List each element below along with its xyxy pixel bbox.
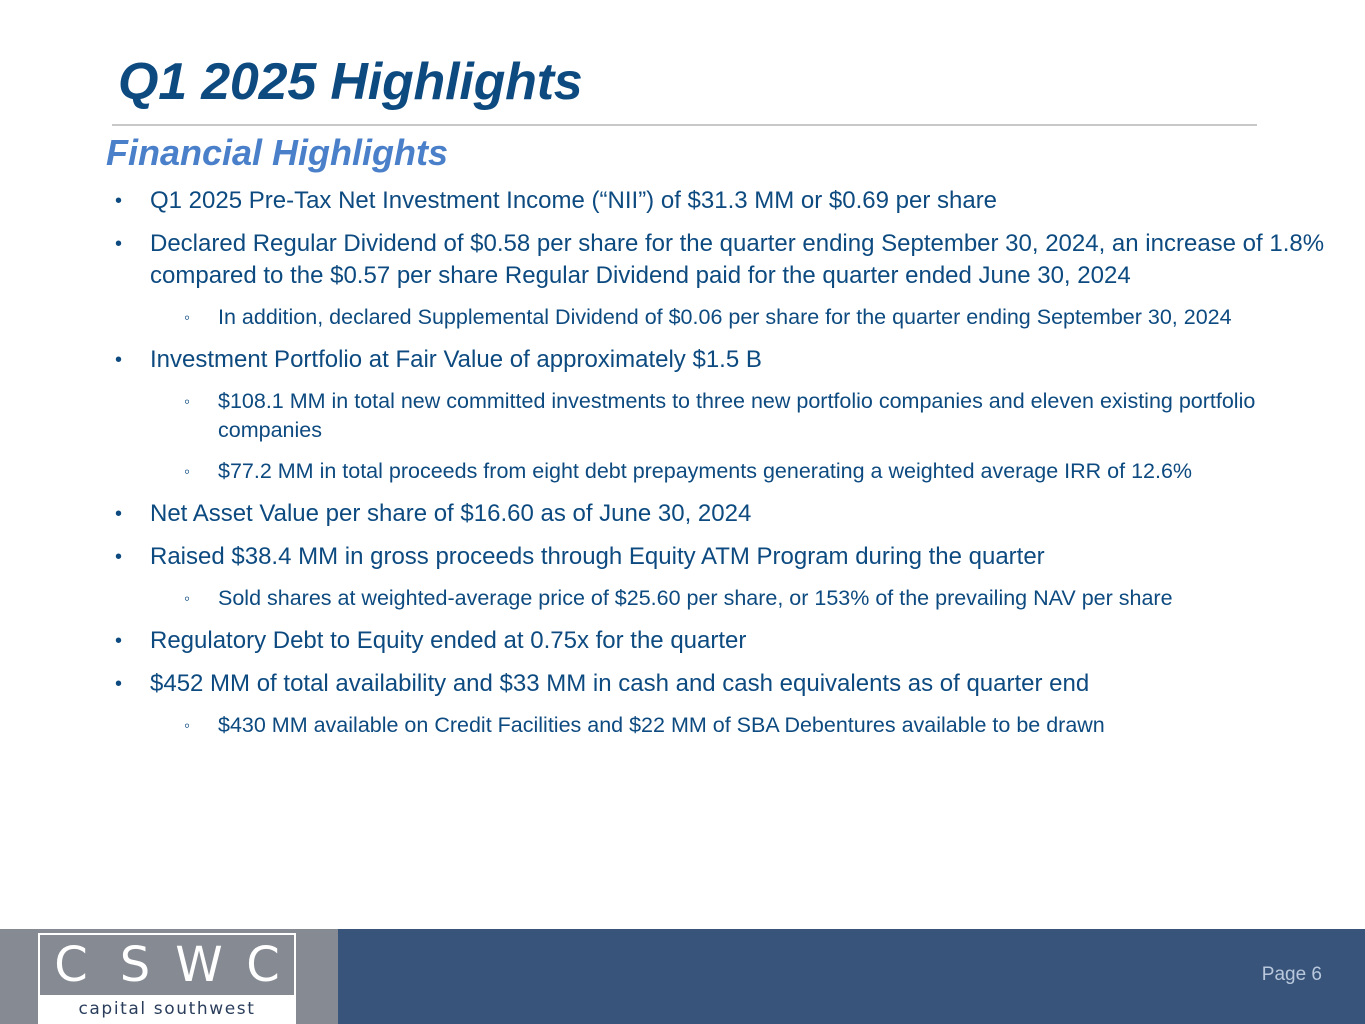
- bullet-marker: •: [115, 546, 123, 568]
- bullet-marker: •: [115, 673, 123, 695]
- bullet-marker: •: [115, 630, 123, 652]
- bullet-item: [112, 498, 1327, 530]
- bullet-item: [112, 344, 1327, 376]
- bullet-text: Declared Regular Dividend of $0.58 per share for the quarter ending September 30, 2024, an increase of 1.8% compared to the $0.57 per share Regular Dividend paid for the quarter ended June 30, 2024: [150, 230, 1325, 289]
- sub-bullet-item: [112, 303, 1327, 332]
- sub-bullet-item: [112, 711, 1327, 740]
- bullet-marker: •: [115, 503, 123, 525]
- sub-bullet-marker: ◦: [184, 589, 191, 608]
- sub-bullet-marker: ◦: [184, 716, 191, 735]
- sub-bullet-item: [112, 584, 1327, 613]
- logo-letters: [40, 935, 294, 995]
- bullet-item: [112, 541, 1327, 573]
- sub-bullet-marker: ◦: [184, 308, 191, 327]
- bullet-text: $430 MM available on Credit Facilities and $22 MM of SBA Debentures available to be drawn: [218, 713, 1105, 737]
- bullet-text: $77.2 MM in total proceeds from eight debt prepayments generating a weighted average IRR of 12.6%: [218, 459, 1193, 483]
- slide-title: Q1 2025 Highlights: [118, 53, 583, 111]
- bullet-item: [112, 668, 1327, 700]
- logo-letter: C: [246, 937, 280, 993]
- bullet-text: Investment Portfolio at Fair Value of approximately $1.5 B: [150, 346, 762, 373]
- logo-letter: C: [54, 937, 88, 993]
- bullet-text: Net Asset Value per share of $16.60 as of June 30, 2024: [150, 500, 752, 527]
- bullet-item: [112, 185, 1327, 217]
- bullet-marker: •: [115, 349, 123, 371]
- bullet-text: $108.1 MM in total new committed investments to three new portfolio companies and eleven existing portfolio companies: [218, 389, 1256, 442]
- highlights-list: [112, 185, 1327, 752]
- page-number: Page 6: [1261, 964, 1322, 985]
- logo-letter: S: [119, 937, 151, 993]
- bullet-marker: •: [115, 190, 123, 212]
- sub-bullet-marker: ◦: [184, 392, 191, 411]
- bullet-marker: •: [115, 233, 123, 255]
- bullet-item: [112, 625, 1327, 657]
- bullet-text: Regulatory Debt to Equity ended at 0.75x for the quarter: [150, 627, 747, 654]
- bullet-item: [112, 228, 1327, 292]
- section-subtitle: Financial Highlights: [106, 132, 449, 173]
- sub-bullet-item: [112, 457, 1327, 486]
- title-divider: [112, 124, 1257, 126]
- bullet-text: In addition, declared Supplemental Dividend of $0.06 per share for the quarter ending September 30, 2024: [218, 305, 1232, 329]
- sub-bullet-item: [112, 387, 1327, 445]
- company-logo: [38, 933, 296, 1024]
- bullet-text: $452 MM of total availability and $33 MM in cash and cash equivalents as of quarter end: [150, 670, 1090, 697]
- sub-bullet-marker: ◦: [184, 462, 191, 481]
- bullet-text: Raised $38.4 MM in gross proceeds through Equity ATM Program during the quarter: [150, 543, 1045, 570]
- logo-tagline: capital southwest: [78, 999, 256, 1019]
- bullet-text: Sold shares at weighted-average price of $25.60 per share, or 153% of the prevailing NAV per share: [218, 586, 1173, 610]
- logo-letter: W: [175, 937, 223, 993]
- bullet-text: Q1 2025 Pre-Tax Net Investment Income (“NII”) of $31.3 MM or $0.69 per share: [150, 187, 998, 214]
